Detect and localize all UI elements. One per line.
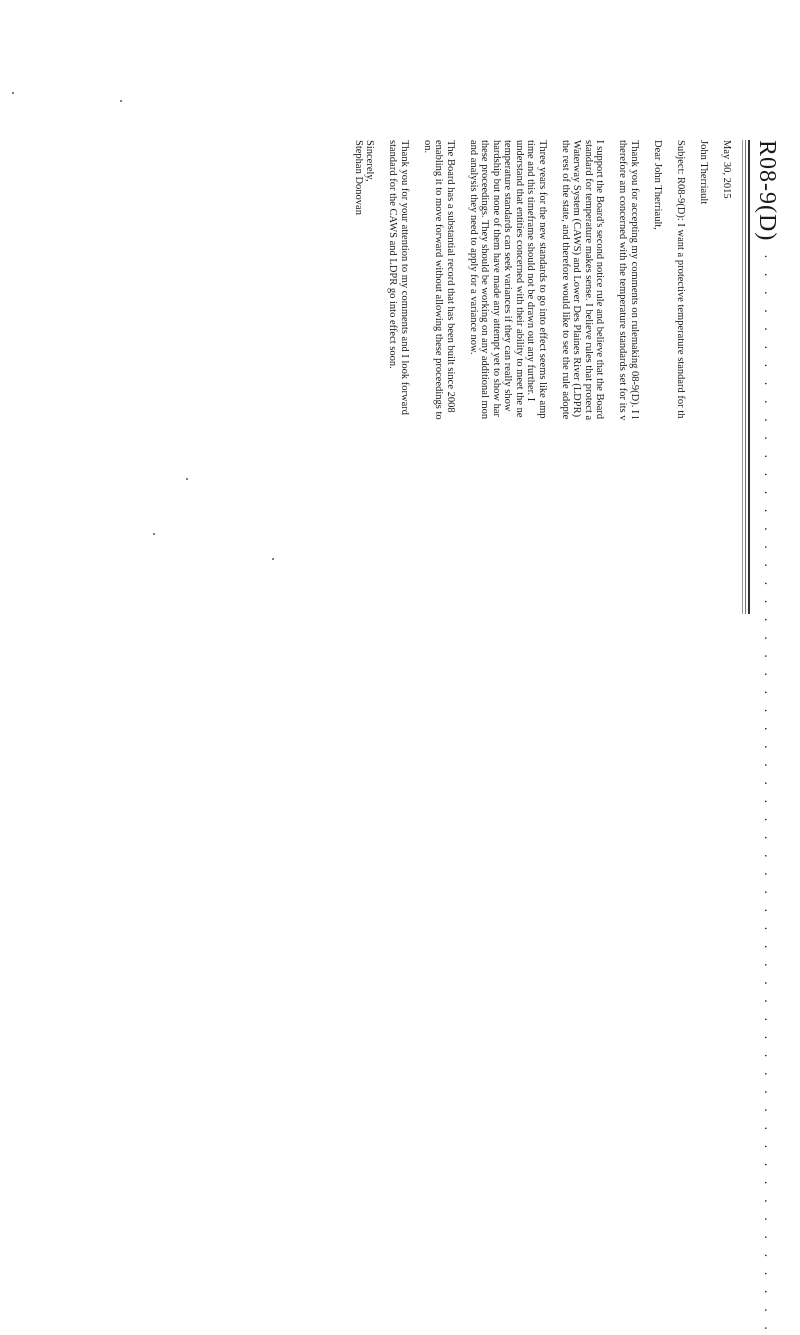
scan-speck — [12, 92, 14, 94]
paragraph-line: hardship but none of them have made any attempt yet to show har — [491, 140, 502, 418]
header-rule — [748, 140, 750, 614]
paragraph-line: Thank you for accepting my comments on rulemaking 08-9(D). I l — [629, 140, 640, 420]
paragraph-line: standard for the CAWS and LDPR go into effect soon. — [387, 140, 399, 369]
letter-date: May 30, 2015 — [721, 140, 732, 199]
letter-subject: Subject: R08-9(D): I want a protective temperature standard for th — [675, 140, 686, 419]
paragraph-3 — [468, 140, 549, 740]
letter-signature: Stephan Donovan — [353, 140, 364, 215]
paragraph-line: understand that entities concerned with their ability to meet the ne — [514, 140, 525, 418]
paragraph-line: these proceedings. They should be working on any additional mon — [479, 140, 491, 420]
header-rule-tertiary — [742, 140, 743, 614]
docket-number: R08-9(D) — [754, 140, 780, 242]
paragraph-line: Thank you for your attention to my comments and I look forward — [399, 140, 410, 415]
paragraph-4 — [422, 140, 457, 740]
scan-speck — [186, 478, 188, 480]
letter-recipient: John Therriault — [698, 140, 709, 205]
paragraph-line: temperature standards can seek variances if they can really show — [502, 140, 514, 412]
scan-speck — [120, 100, 122, 102]
scan-speck — [153, 533, 155, 535]
paragraph-line: and analysis they need to apply for a variance now. — [468, 140, 479, 355]
paragraph-line: on. — [422, 140, 433, 154]
paragraph-line: Waterway System (CAWS) and Lower Des Plaines River (LDPR) — [571, 140, 583, 418]
paragraph-line: standard for temperature makes sense. I believe rules that protect a — [583, 140, 594, 421]
paragraph-line: The Board has a substantial record that has been built since 2008 — [445, 140, 456, 413]
paragraph-5 — [387, 140, 410, 740]
paragraph-line: the rest of the state, and therefore would like to see the rule adopte — [560, 140, 571, 420]
paragraph-line: time and this timeframe should not be drawn out any further. I — [525, 140, 537, 402]
paragraph-line: I support the Board's second notice rule and believe that the Board — [594, 140, 606, 420]
paragraph-line: enabling it to move forward without allowing these proceedings to — [433, 140, 445, 420]
paragraph-line: Three years for the new standards to go into effect seems like amp — [537, 140, 548, 419]
letter-body — [353, 140, 733, 740]
dot-leader: · · · · · · · · · · · · · · · · · · · · · · · · · · · · · · · · · · · · · · · · · · · · · · · · · · · · · · · · · · · · · — [757, 236, 772, 1335]
letter-closing: Sincerely, — [364, 140, 376, 182]
paragraph-line: therefore am concerned with the temperature standards set for its v — [617, 140, 629, 421]
header-rule-secondary — [745, 140, 746, 614]
paragraph-1 — [617, 140, 640, 740]
paragraph-2 — [560, 140, 606, 740]
letter-salutation: Dear John Therriault, — [652, 140, 663, 230]
scan-speck — [272, 558, 274, 560]
